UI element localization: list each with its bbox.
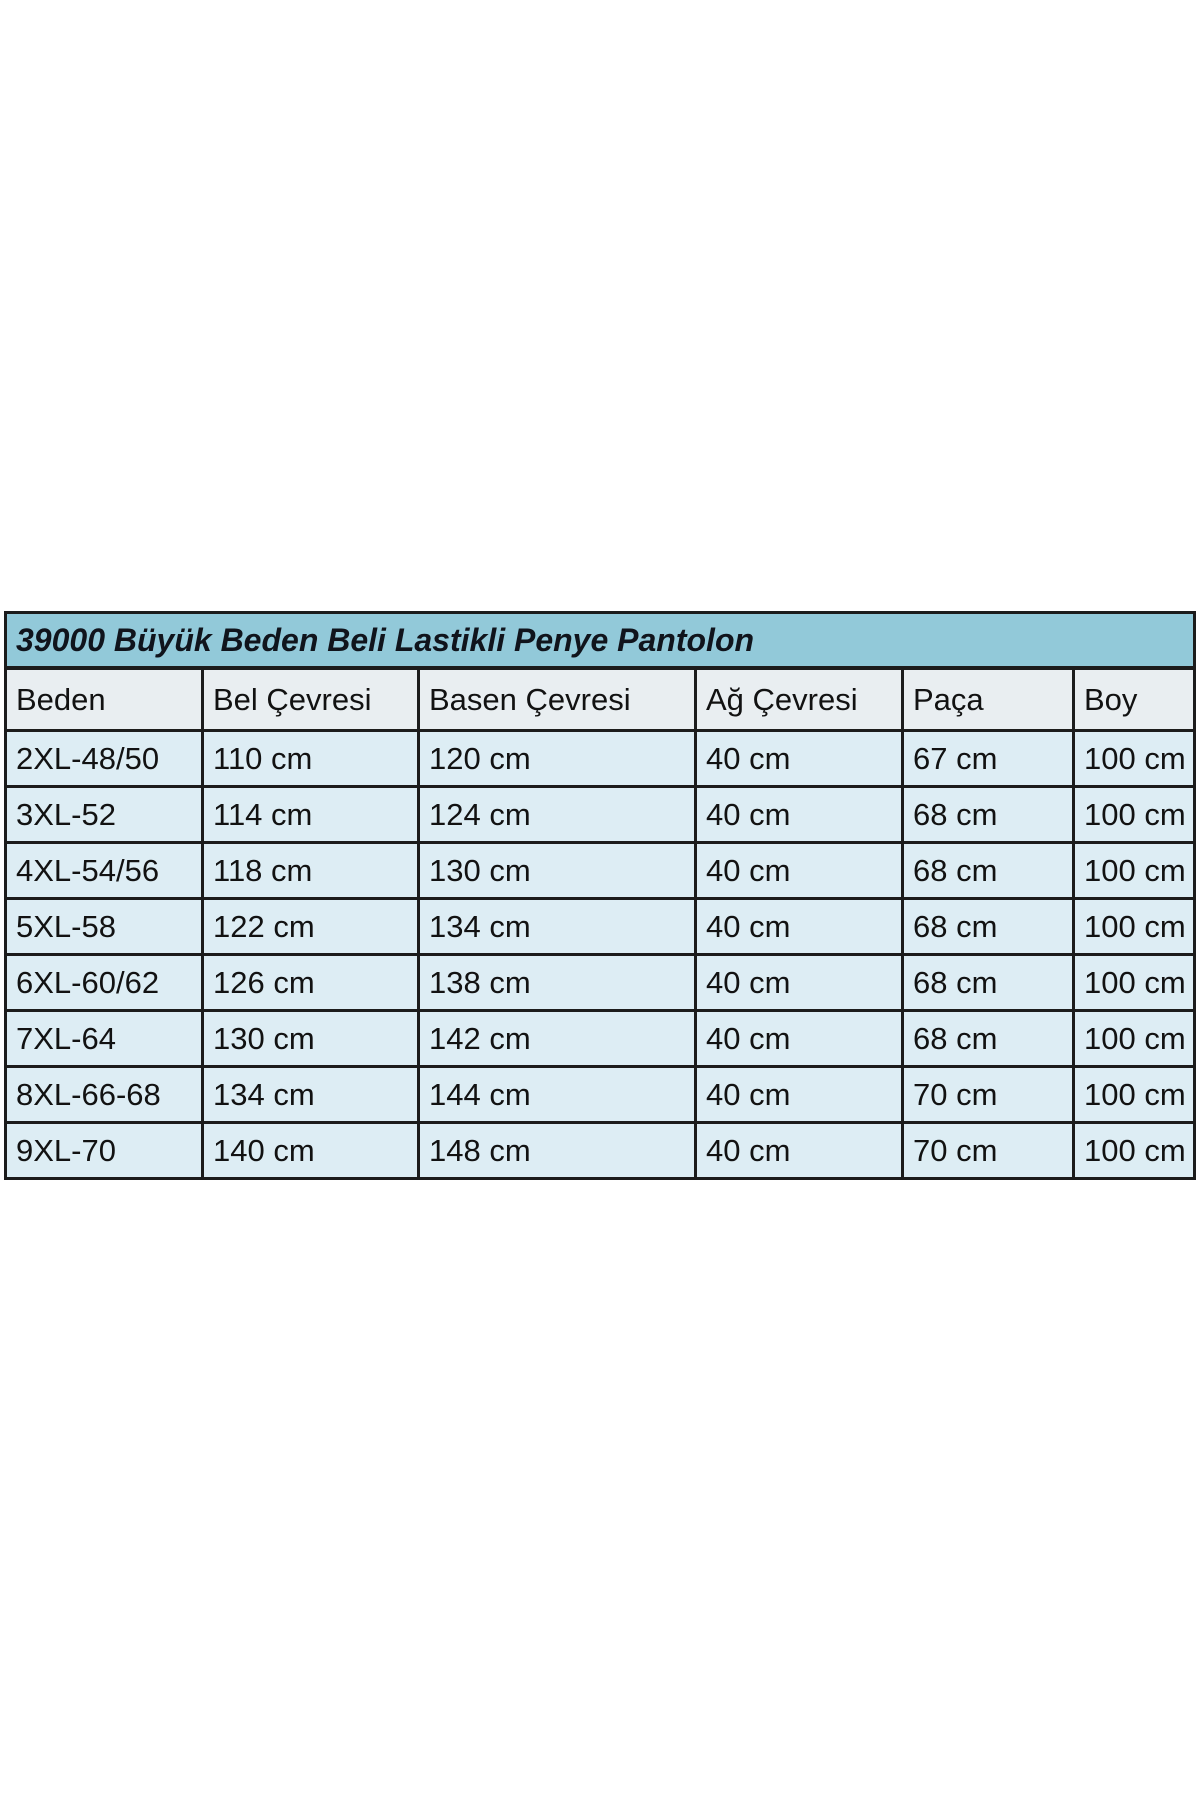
table-row: [6, 899, 1195, 955]
measurement-cell: 134 cm: [419, 899, 696, 955]
size-label-cell: 5XL-58: [6, 899, 203, 955]
measurement-cell: 100 cm: [1074, 899, 1195, 955]
size-label-cell: 3XL-52: [6, 787, 203, 843]
measurement-cell: 100 cm: [1074, 1011, 1195, 1067]
size-label-cell: 4XL-54/56: [6, 843, 203, 899]
measurement-cell: 68 cm: [903, 787, 1074, 843]
measurement-cell: 40 cm: [696, 731, 903, 787]
measurement-cell: 130 cm: [203, 1011, 419, 1067]
measurement-cell: 100 cm: [1074, 843, 1195, 899]
measurement-cell: 40 cm: [696, 955, 903, 1011]
measurement-cell: 100 cm: [1074, 1123, 1195, 1179]
table-row: [6, 731, 1195, 787]
measurement-cell: 144 cm: [419, 1067, 696, 1123]
measurement-cell: 40 cm: [696, 787, 903, 843]
measurement-cell: 68 cm: [903, 843, 1074, 899]
measurement-cell: 130 cm: [419, 843, 696, 899]
measurement-cell: 110 cm: [203, 731, 419, 787]
measurement-cell: 118 cm: [203, 843, 419, 899]
measurement-cell: 68 cm: [903, 1011, 1074, 1067]
measurement-cell: 120 cm: [419, 731, 696, 787]
table-row: [6, 955, 1195, 1011]
table-row: [6, 1123, 1195, 1179]
measurement-cell: 40 cm: [696, 1067, 903, 1123]
measurement-cell: 70 cm: [903, 1067, 1074, 1123]
measurement-cell: 68 cm: [903, 955, 1074, 1011]
size-label-cell: 7XL-64: [6, 1011, 203, 1067]
table-title-row: [6, 613, 1195, 669]
measurement-cell: 122 cm: [203, 899, 419, 955]
table-row: [6, 1011, 1195, 1067]
measurement-cell: 68 cm: [903, 899, 1074, 955]
measurement-cell: 100 cm: [1074, 1067, 1195, 1123]
measurement-cell: 148 cm: [419, 1123, 696, 1179]
column-header-2: Basen Çevresi: [419, 668, 696, 731]
measurement-cell: 40 cm: [696, 1011, 903, 1067]
measurement-cell: 67 cm: [903, 731, 1074, 787]
measurement-cell: 40 cm: [696, 1123, 903, 1179]
column-header-0: Beden: [6, 668, 203, 731]
size-label-cell: 6XL-60/62: [6, 955, 203, 1011]
table-row: [6, 1067, 1195, 1123]
measurement-cell: 70 cm: [903, 1123, 1074, 1179]
measurement-cell: 140 cm: [203, 1123, 419, 1179]
size-label-cell: 2XL-48/50: [6, 731, 203, 787]
measurement-cell: 100 cm: [1074, 787, 1195, 843]
measurement-cell: 134 cm: [203, 1067, 419, 1123]
measurement-cell: 124 cm: [419, 787, 696, 843]
measurement-cell: 138 cm: [419, 955, 696, 1011]
measurement-cell: 142 cm: [419, 1011, 696, 1067]
table-header-row: [6, 668, 1195, 731]
column-header-4: Paça: [903, 668, 1074, 731]
table-row: [6, 787, 1195, 843]
column-header-1: Bel Çevresi: [203, 668, 419, 731]
measurement-cell: 114 cm: [203, 787, 419, 843]
table-body: [6, 731, 1195, 1179]
table-title: 39000 Büyük Beden Beli Lastikli Penye Pantolon: [6, 613, 1195, 669]
measurement-cell: 100 cm: [1074, 731, 1195, 787]
measurement-cell: 100 cm: [1074, 955, 1195, 1011]
size-label-cell: 9XL-70: [6, 1123, 203, 1179]
table-row: [6, 843, 1195, 899]
column-header-5: Boy: [1074, 668, 1195, 731]
measurement-cell: 40 cm: [696, 843, 903, 899]
column-header-3: Ağ Çevresi: [696, 668, 903, 731]
measurement-cell: 126 cm: [203, 955, 419, 1011]
size-chart-table: [4, 611, 1196, 1180]
size-label-cell: 8XL-66-68: [6, 1067, 203, 1123]
measurement-cell: 40 cm: [696, 899, 903, 955]
